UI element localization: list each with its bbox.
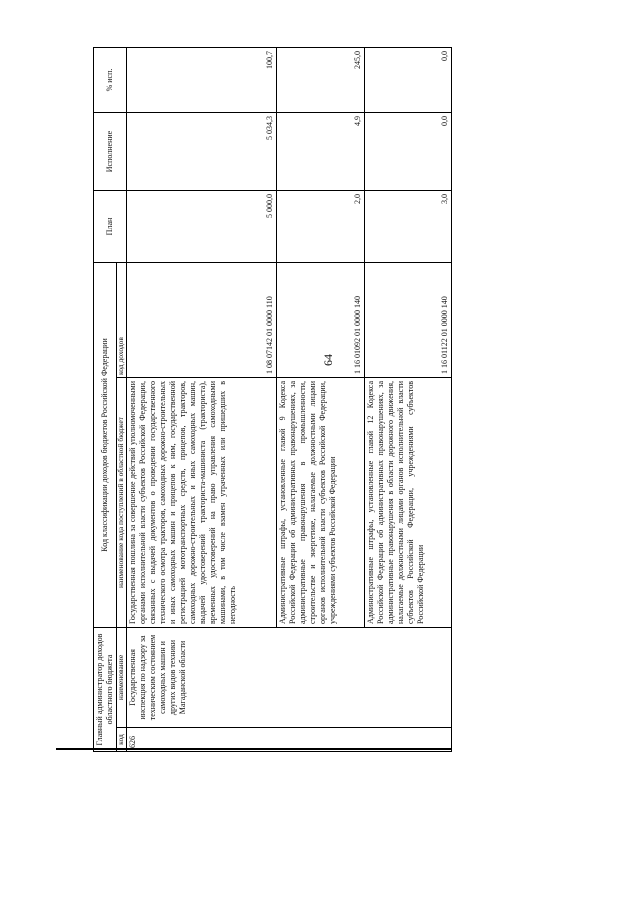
- header-plan: План: [94, 191, 127, 263]
- row-execution: 4,9: [277, 113, 365, 191]
- row-income-code: 1 16 01122 01 0000 140: [365, 263, 452, 378]
- horizontal-rule: [56, 748, 452, 750]
- income-table-rotated: [93, 48, 450, 752]
- subheader-income-code: код доходов: [117, 263, 127, 378]
- row-description: Административные штрафы, установленные главой 9 Кодекса Российской Федерации об административных правонарушениях, за административные правонарушения в промышленности, строительстве и энергетике, налагаемые должностными лицами органов исполнительной власти субъектов Российской Федерации, учреждениями субъектов Российской Федерации: [277, 378, 365, 628]
- row-description: Административные штрафы, установленные главой 12 Кодекса Российской Федерации об административных правонарушениях, за административные правонарушения в области дорожного движения, налагаемые должностными лицами органов исполнительной власти субъектов Российской Федерации, учреждениями субъектов Российской Федерации: [365, 378, 452, 628]
- row-plan: 2,0: [277, 191, 365, 263]
- header-execution: Исполнение: [94, 113, 127, 191]
- page-number: 64: [321, 354, 335, 366]
- row-percent: 0,0: [365, 48, 452, 113]
- row-income-code: 1 08 07142 01 0000 110: [127, 263, 277, 378]
- row-execution: 5 034,3: [127, 113, 277, 191]
- row-plan: 5 000,0: [127, 191, 277, 263]
- row-income-code: 1 16 01092 01 0000 140: [277, 263, 365, 378]
- admin-name: Государственная инспекция по надзору за техническим состоянием самоходных машин и других видов техники Магаданской области: [127, 628, 452, 728]
- row-percent: 245,0: [277, 48, 365, 113]
- row-execution: 0,0: [365, 113, 452, 191]
- header-classification-group: Код классификации доходов бюджетов Российской Федерации: [94, 263, 117, 628]
- subheader-income-name: наименование кода поступлений в областной бюджет: [117, 378, 127, 628]
- row-description: Государственная пошлина за совершение действий уполномоченными органами исполнительной власти субъектов Российской Федерации, связанных с выдачей документов о проведении государственного технического осмотра тракторов, самоходных дорожно-строительных и иных самоходных машин и прицепов к ним, государственной регистрацией мототранспортных средств, прицепов, тракторов, самоходных дорожно-строительных и иных самоходных машин, выдачей удостоверений тракториста-машиниста (тракториста), временных удостоверений на право управления самоходными машинами, в том числе взамен утраченных или пришедших в негодность: [127, 378, 277, 628]
- subheader-name: наименование: [117, 628, 127, 728]
- row-plan: 3,0: [365, 191, 452, 263]
- row-percent: 100,7: [127, 48, 277, 113]
- header-admin-group: Главный администратор доходов областного бюджета: [94, 628, 117, 752]
- table-row: [127, 48, 277, 752]
- subheader-code: код: [117, 728, 127, 752]
- admin-code: 626: [127, 728, 452, 752]
- header-percent: % исп.: [94, 48, 127, 113]
- income-table: [93, 47, 452, 752]
